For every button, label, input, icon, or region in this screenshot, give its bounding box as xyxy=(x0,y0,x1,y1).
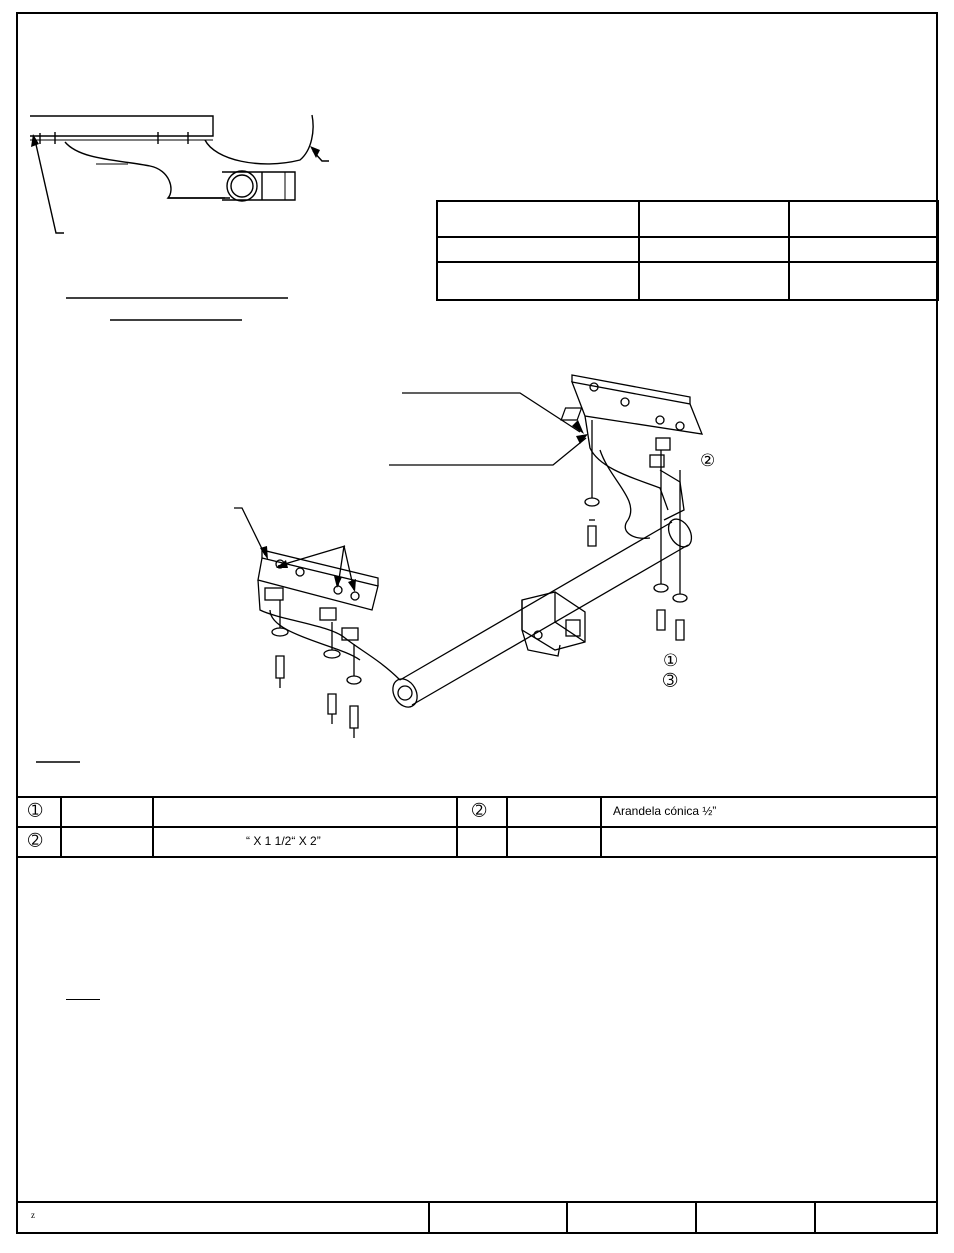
callout-2: ② xyxy=(700,451,716,471)
parts-row1-number-left: ➀ xyxy=(28,801,43,821)
parts-row2-number-left: ➁ xyxy=(28,831,43,851)
footer-mark: z xyxy=(31,1210,35,1220)
callout-1: ① xyxy=(663,651,679,671)
parts-row2-description: “ X 1 1/2“ X 2” xyxy=(246,834,321,848)
callout-3: ➂ xyxy=(663,671,678,691)
parts-row1-description: Arandela cónica ½” xyxy=(613,804,717,818)
parts-row1-number-right: ➁ xyxy=(472,801,487,821)
